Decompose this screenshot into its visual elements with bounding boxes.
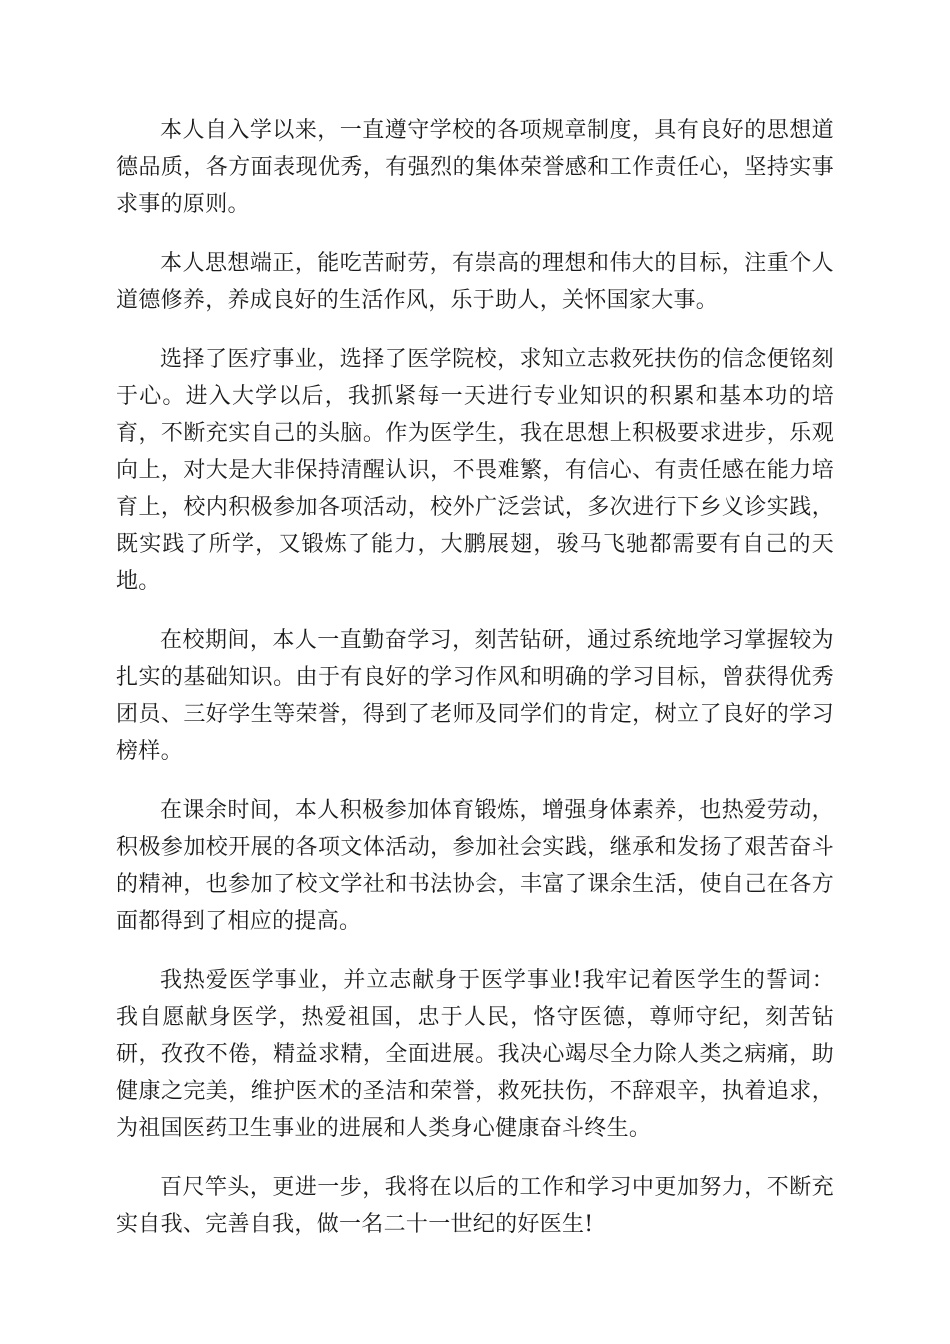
paragraph-7: 百尺竿头，更进一步，我将在以后的工作和学习中更加努力，不断充实自我、完善自我，做一名二十一世纪的好医生! (116, 1175, 834, 1237)
paragraph-6: 我热爱医学事业，并立志献身于医学事业!我牢记着医学生的誓词：我自愿献身医学，热爱祖国，忠于人民，恪守医德，尊师守纪，刻苦钻研，孜孜不倦，精益求精，全面进展。我决心竭尽全力除人类之病痛，助健康之完美，维护医术的圣洁和荣誉，救死扶伤，不辞艰辛，执着追求，为祖国医药卫生事业的进展和人类身心健康奋斗终生。 (116, 968, 834, 1141)
paragraph-3: 选择了医疗事业，选择了医学院校，求知立志救死扶伤的信念便铭刻于心。进入大学以后，我抓紧每一天进行专业知识的积累和基本功的培育，不断充实自己的头脑。作为医学生，我在思想上积极要求进步，乐观向上，对大是大非保持清醒认识，不畏难繁，有信心、有责任感在能力培育上，校内积极参加各项活动，校外广泛尝试，多次进行下乡义诊实践，既实践了所学，又锻炼了能力，大鹏展翅，骏马飞驰都需要有自己的天地。 (116, 347, 834, 594)
document-body (116, 112, 834, 1265)
paragraph-5: 在课余时间，本人积极参加体育锻炼，增强身体素养，也热爱劳动，积极参加校开展的各项文体活动，参加社会实践，继承和发扬了艰苦奋斗的精神，也参加了校文学社和书法协会，丰富了课余生活，使自己在各方面都得到了相应的提高。 (116, 798, 834, 934)
paragraph-4: 在校期间，本人一直勤奋学习，刻苦钻研，通过系统地学习掌握较为扎实的基础知识。由于有良好的学习作风和明确的学习目标，曾获得优秀团员、三好学生等荣誉，得到了老师及同学们的肯定，树立了良好的学习榜样。 (116, 628, 834, 764)
paragraph-2: 本人思想端正，能吃苦耐劳，有崇高的理想和伟大的目标，注重个人道德修养，养成良好的生活作风，乐于助人，关怀国家大事。 (116, 251, 834, 313)
paragraph-1: 本人自入学以来，一直遵守学校的各项规章制度，具有良好的思想道德品质，各方面表现优秀，有强烈的集体荣誉感和工作责任心，坚持实事求事的原则。 (116, 118, 834, 217)
